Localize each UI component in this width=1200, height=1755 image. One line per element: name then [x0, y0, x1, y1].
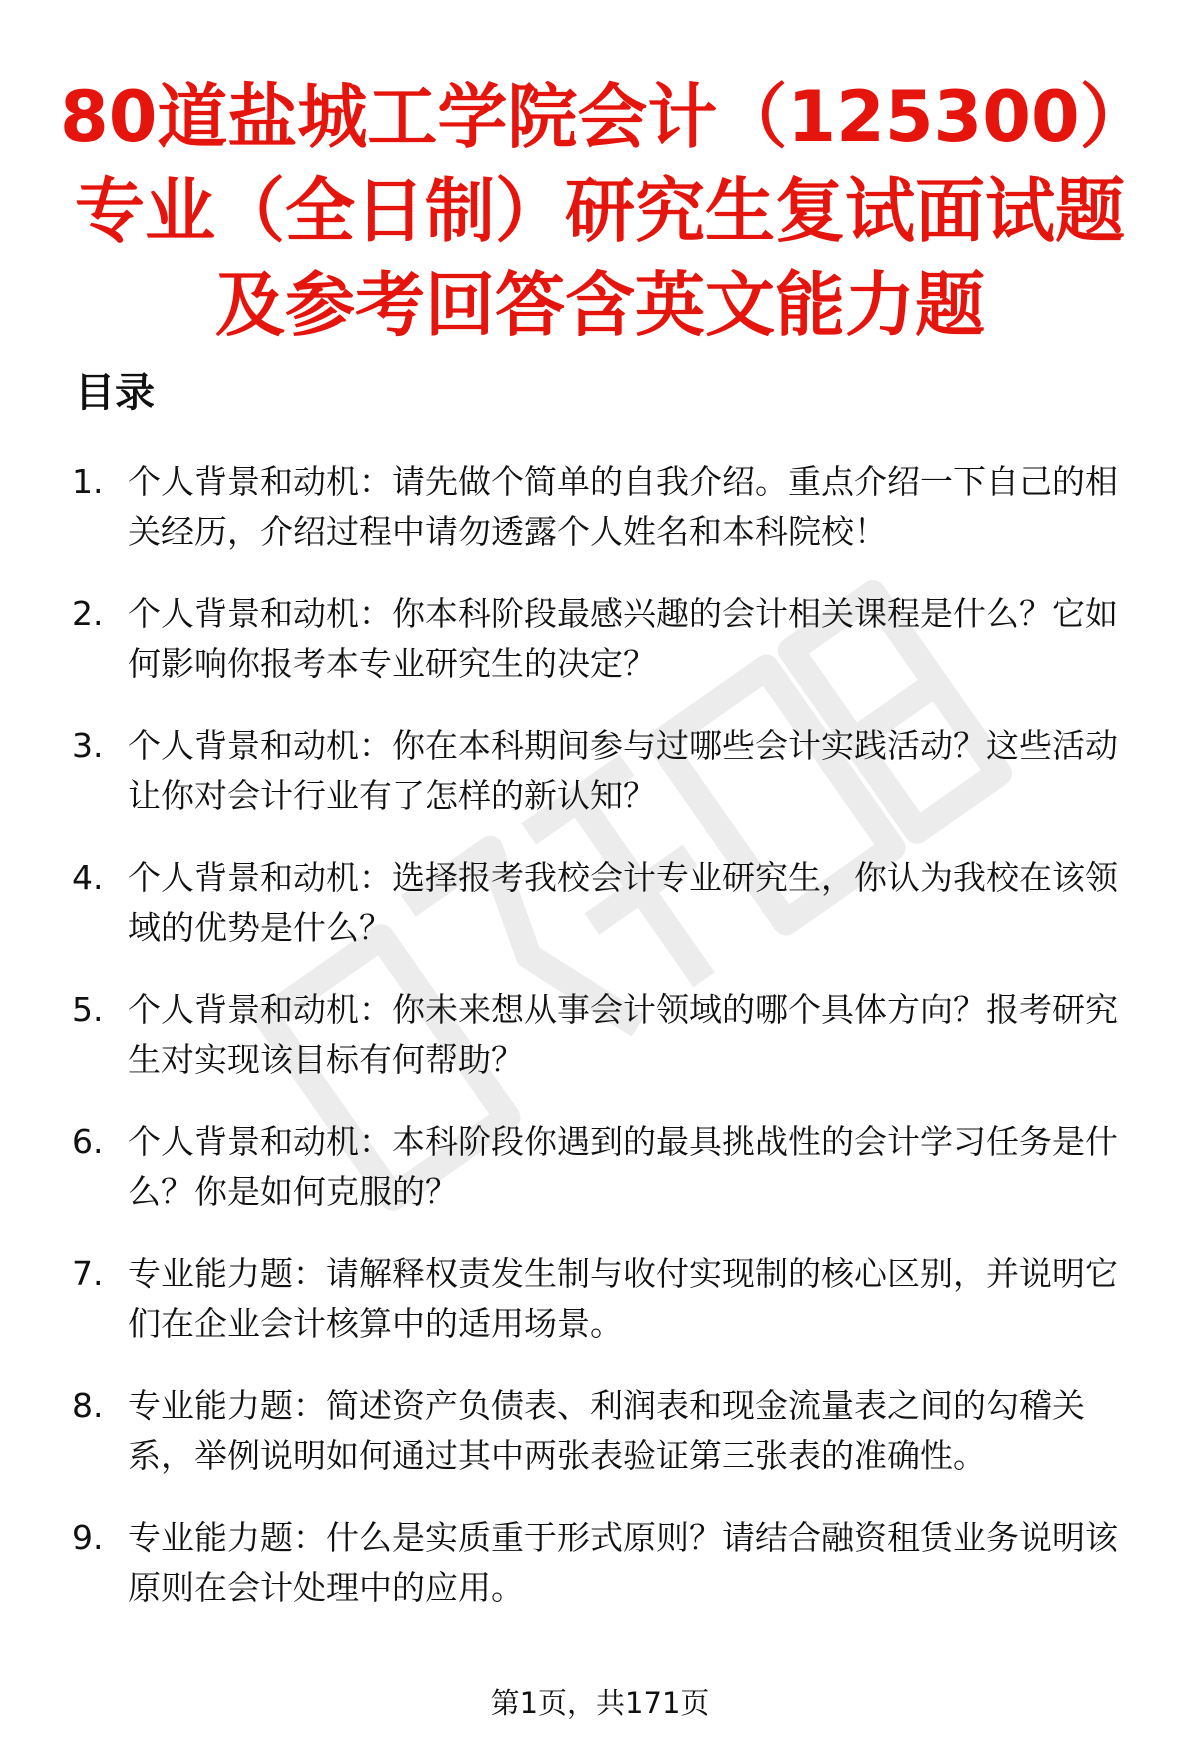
- document-title: [60, 70, 1150, 352]
- toc-heading: 目录: [75, 370, 155, 416]
- toc-item-number: 2.: [72, 594, 104, 633]
- toc-item: [72, 1249, 1142, 1349]
- toc-item-number: 7.: [72, 1254, 104, 1293]
- toc-item: [72, 721, 1142, 821]
- toc-item-text: 个人背景和动机：选择报考我校会计专业研究生，你认为我校在该领域的优势是什么？: [128, 858, 1118, 947]
- toc-item-text: 专业能力题：什么是实质重于形式原则？请结合融资租赁业务说明该原则在会计处理中的应用。: [128, 1518, 1118, 1607]
- toc-item-number: 6.: [72, 1122, 104, 1161]
- toc-item-text: 个人背景和动机：你未来想从事会计领域的哪个具体方向？报考研究生对实现该目标有何帮助？: [128, 990, 1118, 1079]
- toc-item-text: 个人背景和动机：你本科阶段最感兴趣的会计相关课程是什么？它如何影响你报考本专业研究生的决定？: [128, 594, 1118, 683]
- toc-item: [72, 589, 1142, 689]
- toc-item-text: 个人背景和动机：本科阶段你遇到的最具挑战性的会计学习任务是什么？你是如何克服的？: [128, 1122, 1118, 1211]
- toc-item-text: 个人背景和动机：你在本科期间参与过哪些会计实践活动？这些活动让你对会计行业有了怎样的新认知？: [128, 726, 1118, 815]
- toc-item: [72, 457, 1142, 557]
- toc-item-number: 9.: [72, 1518, 104, 1557]
- toc-item-text: 专业能力题：请解释权责发生制与收付实现制的核心区别，并说明它们在企业会计核算中的适用场景。: [128, 1254, 1118, 1343]
- toc-item: [72, 1513, 1142, 1613]
- toc-item-text: 专业能力题：简述资产负债表、利润表和现金流量表之间的勾稽关系，举例说明如何通过其中两张表验证第三张表的准确性。: [128, 1386, 1085, 1475]
- toc-item: [72, 853, 1142, 953]
- title-line: 专业（全日制）研究生复试面试题: [75, 170, 1125, 252]
- title-line: 80道盐城工学院会计（125300）: [60, 76, 1150, 158]
- toc-item-number: 8.: [72, 1386, 104, 1425]
- toc-item: [72, 985, 1142, 1085]
- toc-item-text: 个人背景和动机：请先做个简单的自我介绍。重点介绍一下自己的相关经历，介绍过程中请勿透露个人姓名和本科院校！: [128, 462, 1118, 551]
- toc-list: [72, 457, 1142, 1645]
- title-line: 及参考回答含英文能力题: [215, 264, 985, 346]
- page-footer: 第1页，共171页: [490, 1686, 710, 1720]
- toc-item-number: 1.: [72, 462, 104, 501]
- toc-item-number: 4.: [72, 858, 104, 897]
- toc-item: [72, 1117, 1142, 1217]
- toc-item: [72, 1381, 1142, 1481]
- toc-item-number: 5.: [72, 990, 104, 1029]
- toc-item-number: 3.: [72, 726, 104, 765]
